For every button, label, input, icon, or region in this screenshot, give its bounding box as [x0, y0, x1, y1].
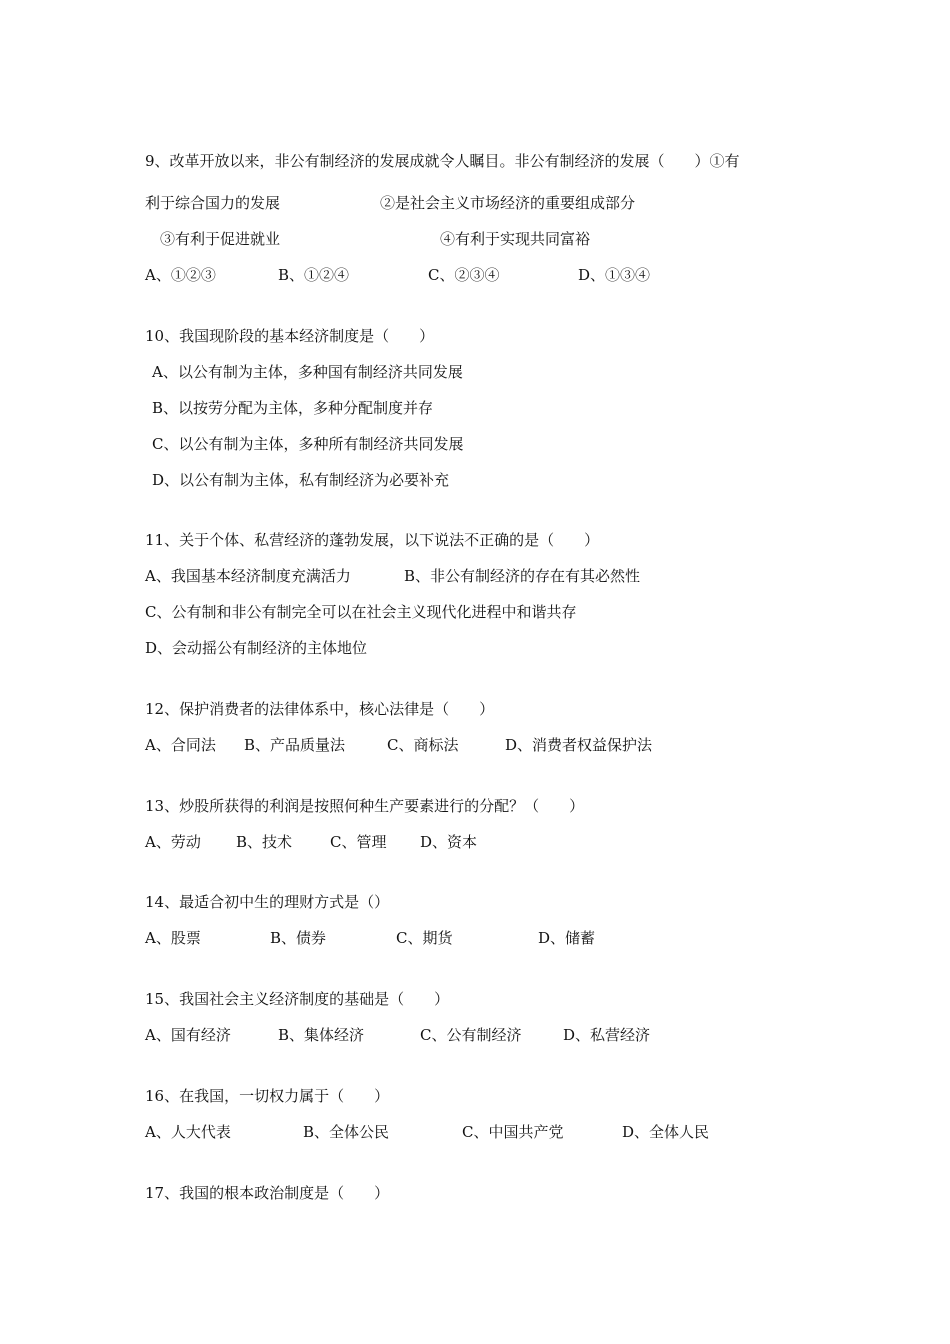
- question-13-stem: 13、炒股所获得的利润是按照何种生产要素进行的分配？（ ）: [145, 797, 585, 815]
- question-13-option-c: C、管理: [330, 833, 387, 851]
- question-11-option-d: D、会动摇公有制经济的主体地位: [145, 639, 368, 657]
- question-12-option-b: B、产品质量法: [244, 736, 346, 754]
- question-9-item-4: ④有利于实现共同富裕: [440, 230, 591, 248]
- question-15-option-c: C、公有制经济: [420, 1026, 522, 1044]
- question-9-item-2: ②是社会主义市场经济的重要组成部分: [380, 194, 636, 212]
- question-14-option-d: D、储蓄: [538, 929, 596, 947]
- question-10-stem: 10、我国现阶段的基本经济制度是（ ）: [145, 327, 435, 345]
- question-9-stem-line2: 利于综合国力的发展: [145, 194, 281, 212]
- question-16-option-c: C、中国共产党: [462, 1123, 564, 1141]
- question-15-option-d: D、私营经济: [563, 1026, 651, 1044]
- question-10-option-b: B、以按劳分配为主体，多种分配制度并存: [152, 399, 434, 417]
- question-9-item-3: ③有利于促进就业: [160, 230, 281, 248]
- question-15-stem: 15、我国社会主义经济制度的基础是（ ）: [145, 990, 450, 1008]
- question-9-option-d: D、①③④: [578, 266, 651, 284]
- question-12-option-a: A、合同法: [145, 736, 216, 754]
- question-14-option-a: A、股票: [145, 929, 201, 947]
- question-13-option-b: B、技术: [236, 833, 293, 851]
- question-10-option-a: A、以公有制为主体，多种国有制经济共同发展: [152, 363, 463, 381]
- question-17-stem: 17、我国的根本政治制度是（ ）: [145, 1184, 390, 1202]
- question-14-option-b: B、债券: [270, 929, 327, 947]
- question-12-option-d: D、消费者权益保护法: [505, 736, 653, 754]
- question-9-stem-line1: 9、改革开放以来，非公有制经济的发展成就令人瞩目。非公有制经济的发展（ ）①有: [145, 152, 740, 170]
- question-9-option-b: B、①②④: [278, 266, 350, 284]
- question-13-option-d: D、资本: [420, 833, 478, 851]
- question-13-option-a: A、劳动: [145, 833, 201, 851]
- question-16-option-d: D、全体人民: [622, 1123, 710, 1141]
- question-14-option-c: C、期货: [396, 929, 453, 947]
- question-15-option-a: A、国有经济: [145, 1026, 231, 1044]
- question-11-stem: 11、关于个体、私营经济的蓬勃发展，以下说法不正确的是（ ）: [145, 531, 600, 549]
- question-12-option-c: C、商标法: [387, 736, 459, 754]
- question-10-option-c: C、以公有制为主体，多种所有制经济共同发展: [152, 435, 464, 453]
- question-16-option-a: A、人大代表: [145, 1123, 231, 1141]
- question-14-stem: 14、最适合初中生的理财方式是（）: [145, 893, 390, 911]
- question-10-option-d: D、以公有制为主体，私有制经济为必要补充: [152, 471, 450, 489]
- question-11-option-a: A、我国基本经济制度充满活力: [145, 567, 351, 585]
- question-16-stem: 16、在我国，一切权力属于（ ）: [145, 1087, 390, 1105]
- question-9-option-c: C、②③④: [428, 266, 500, 284]
- question-12-stem: 12、保护消费者的法律体系中，核心法律是（ ）: [145, 700, 495, 718]
- question-16-option-b: B、全体公民: [303, 1123, 390, 1141]
- question-9-option-a: A、①②③: [145, 266, 216, 284]
- question-11-option-b: B、非公有制经济的存在有其必然性: [404, 567, 641, 585]
- question-11-option-c: C、公有制和非公有制完全可以在社会主义现代化进程中和谐共存: [145, 603, 577, 621]
- question-15-option-b: B、集体经济: [278, 1026, 365, 1044]
